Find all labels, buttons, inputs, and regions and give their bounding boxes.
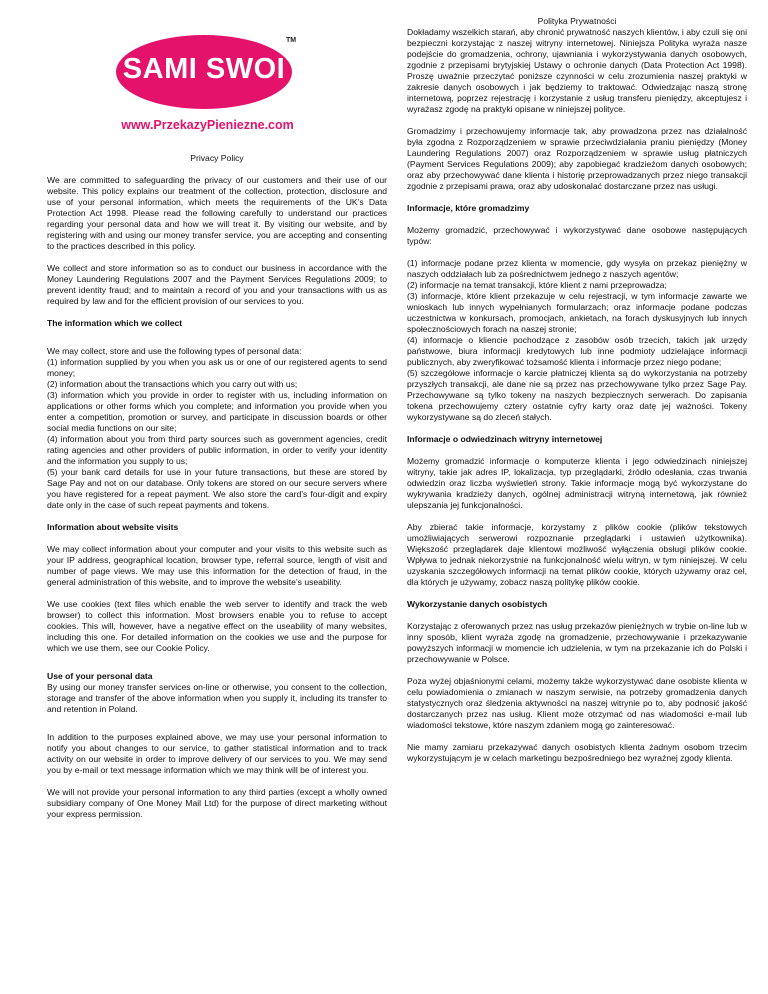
- pl-info-intro: Możemy gromadzić, przechowywać i wykorzystywać dane osobowe następujących typów:: [407, 225, 747, 246]
- pl-visits-paragraph-1: Możemy gromadzić informacje o komputerze klienta i jego odwiedzinach niniejszej witryny, takie jak adres IP, lokalizacja, typ przeglądarki, źródło odesłania, czas trwania odwiedzin oraz liczba wyświetleń strony. Takie informacje mogą być wykorzystane do wykrywania kradzieży danych, ogólnej administracji witryną internetową, jak również ulepszania jej funkcjonalności.: [407, 456, 747, 510]
- en-info-line: (1) information supplied by you when you ask us or one of our registered agents to send money;: [47, 357, 387, 378]
- pl-use-paragraph-2: Poza wyżej objaśnionymi celami, możemy także wykorzystywać dane osobiste klienta w celu powiadomienia o zmianach w naszym serwisie, na potrzeby gromadzenia danych statystycznych oraz śledzenia aktywności na naszej witrynie po to, aby podnosić jakość dostarczanych przez nas usług. Klient może otrzymać od nas wiadomości e-mail lub wiadomości tekstowe, które naszym zdaniem mogą go zainteresować.: [407, 676, 747, 730]
- pl-info-heading: Informacje, które gromadzimy: [407, 203, 530, 213]
- pl-collect-paragraph: Gromadzimy i przechowujemy informacje tak, aby prowadzona przez nas działalność była zgodna z Rozporządzeniem w sprawie przeciwdziałania praniu pieniędzy (Money Laundering Regulations 2007) oraz Rozporządzeniem w sprawie usług płatniczych (Payment Services Regulations 2009); aby zapobiegać kradzieżom danych osobowych; oraz aby przechowywać dane klienta i historię przeprowadzanych przez niego transakcji zgodnie z przepisami prawa, oraz aby udoskonalać dostarczane przez nas usługi.: [407, 126, 747, 191]
- logo-brand-text: SAMI SWOI: [122, 53, 286, 85]
- en-intro-paragraph: We are committed to safeguarding the privacy of our customers and their use of our website. This policy explains our treatment of the collection, protection, disclosure and use of your personal information, which meets the requirements of the UK’s Data Protection Act 1998. Please read the following carefully to understand our practices regarding your personal data and how we will treat it. By visiting our website, and by registering with and using our money transfer service, you are accepting and consenting to the practices described in this policy.: [47, 175, 387, 251]
- pl-visits-paragraph-2: Aby zbierać takie informacje, korzystamy z plików cookie (plików tekstowych umożliwiających serwerowi rozpoznanie przeglądarki i ustawień użytkownika). Większość przeglądarek daje klientowi możliwość wyłączenia obsługi plików cookie. Wpływa to jednak niekorzystnie na funkcjonalność wielu witryn, w tym niniejszej. W celu uzyskania szczegółowych informacji na temat plików cookie, których używamy oraz cel, dla których je używamy, zobacz naszą politykę plików cookie.: [407, 522, 747, 587]
- logo-trademark: TM: [286, 37, 297, 44]
- en-use-heading: Use of your personal data: [47, 671, 153, 681]
- brand-logo: [116, 35, 299, 135]
- pl-visits-heading: Informacje o odwiedzinach witryny internetowej: [407, 434, 603, 444]
- polish-column: [407, 16, 747, 764]
- en-info-line: (5) your bank card details for use in your future transactions, but these are stored by Sage Pay and not on our database. Only tokens are stored on our secure servers where you have registered for a repeat payment. We also store the card’s four-digit and expiry date only in the case of such repeat payments and tokens.: [47, 467, 387, 510]
- en-info-line: (4) information about you from third party sources such as government agencies, credit rating agencies and other providers of public information, in order to verify your identity and the information you supply to us;: [47, 434, 387, 466]
- en-info-line: We may collect, store and use the following types of personal data:: [47, 346, 302, 356]
- pl-info-line: (1) informacje podane przez klienta w momencie, gdy wysyła on przekaz pieniężny w naszych oddziałach lub za pośrednictwem jednego z naszych agentów;: [407, 258, 747, 279]
- pl-page-title: Polityka Prywatności: [537, 16, 617, 26]
- en-use-paragraph-3: We will not provide your personal information to any third parties (except a wholly owned subsidiary company of One Money Mail Ltd) for the purpose of direct marketing without your express permission.: [47, 787, 387, 819]
- pl-use-paragraph-3: Nie mamy zamiaru przekazywać danych osobistych klienta żadnym osobom trzecim wykorzystującym je w celach marketingu bezpośredniego bez wyraźnej zgody klienta.: [407, 742, 747, 763]
- pl-info-line: (4) informacje o kliencie pochodzące z zasobów osób trzecich, takich jak urzędy państwowe, biura informacji kredytowych lub inne podmioty udzielające informacji publicznych, aby zweryfikować tożsamość klienta i informacje przez niego podane;: [407, 335, 747, 367]
- pl-info-line: (3) informacje, które klient przekazuje w celu rejestracji, w tym informacje zawarte we wnioskach lub innych wypełnianych formularzach; oraz informacje podane podczas uczestnictwa w konkursach, promocjach, ankietach, na forach dyskusyjnych lub innych społecznościowych forach na naszej stronie;: [407, 291, 747, 334]
- pl-use-paragraph-1: Korzystając z oferowanych przez nas usług przekazów pieniężnych w trybie on-line lub w inny sposób, klient wyraża zgodę na gromadzenie, przechowywanie i przekazywanie powyższych informacji w momencie ich udzielenia, w tym na przekazanie ich do Polski i przechowywanie w Polsce.: [407, 621, 747, 664]
- en-use-paragraph-1: By using our money transfer services on-line or otherwise, you consent to the collection, storage and transfer of the above information when you supply it, including its transfer to and retention in Poland.: [47, 682, 387, 714]
- pl-info-line: (2) informacje na temat transakcji, które klient z nami przeprowadza;: [407, 280, 667, 290]
- en-page-title: Privacy Policy: [190, 153, 244, 163]
- en-visits-heading: Information about website visits: [47, 522, 179, 532]
- en-visits-paragraph-1: We may collect information about your computer and your visits to this website such as your IP address, geographical location, browser type, referral source, length of visit and number of page views. We may use this information for the detection of fraud, in the general administration of this website, and to improve the website’s useability.: [47, 544, 387, 587]
- en-info-line: (2) information about the transactions which you carry out with us;: [47, 379, 298, 389]
- en-visits-paragraph-2: We use cookies (text files which enable the web server to identify and track the web browser) to collect this information. Most browsers enable you to refuse to accept cookies. This will, however, have a negative effect on the useability of many websites, including this one. For detailed information on the cookies we use and the purpose for which we use them, see our Cookie Policy.: [47, 599, 387, 653]
- en-info-line: (3) information which you provide in order to register with us, including information on applications or other forms which you complete; and information you provide when you enter a competition, promotion or survey, and participate in discussion boards or other social media functions on our site;: [47, 390, 387, 433]
- en-info-heading: The information which we collect: [47, 318, 183, 328]
- en-collect-paragraph: We collect and store information so as to conduct our business in accordance with the Money Laundering Regulations 2007 and the Payment Services Regulations 2009; to prevent identity fraud; and to maintain a record of you and your transactions with us as required by law and for the efficient provision of our services to you.: [47, 263, 387, 306]
- pl-intro-paragraph: Dokładamy wszelkich starań, aby chronić prywatność naszych klientów, i aby czuli się oni bezpieczni korzystając z naszej witryny internetowej. Niniejsza Polityka wyraża nasze podejście do gromadzenia, ochrony, ujawniania i wykorzystywania danych osobowych, zgodnie z przepisami brytyjskiej Ustawy o ochronie danych (Data Protection Act 1998). Proszę uważnie przeczytać poniższe czynności w celu zrozumienia naszej praktyki w zakresie danych osobowych i jak będziemy to traktować. Odwiedzając naszą stronę internetową, poprzez rejestrację i korzystanie z usług transferu pieniędzy, akceptujesz i wyrażasz zgodę na praktyki opisane w niniejszej polityce.: [407, 27, 747, 114]
- pl-use-heading: Wykorzystanie danych osobistych: [407, 599, 548, 609]
- english-column: [47, 153, 387, 820]
- pl-info-line: (5) szczegółowe informacje o karcie płatniczej klienta są do wykorzystania na potrzeby przyszłych transakcji, ale dane nie są przez nas przechowywane tylko przez Sage Pay. Przechowywane są tylko tokeny na naszych bezpiecznych serwerach. Do zapisania tokena przechowujemy cztery ostatnie cyfry karty oraz datę jej ważności. Tokeny wykorzystywane są do zleceń stałych.: [407, 368, 747, 422]
- logo-url-text: www.PrzekazyPieniezne.com: [121, 118, 294, 132]
- en-use-paragraph-2: In addition to the purposes explained above, we may use your personal information to notify you about changes to our service, to gather statistical information and to track activity on our website in order to improve delivery of our services to you. We may send you by e-mail or text message information which we may think will be of interest you.: [47, 732, 387, 775]
